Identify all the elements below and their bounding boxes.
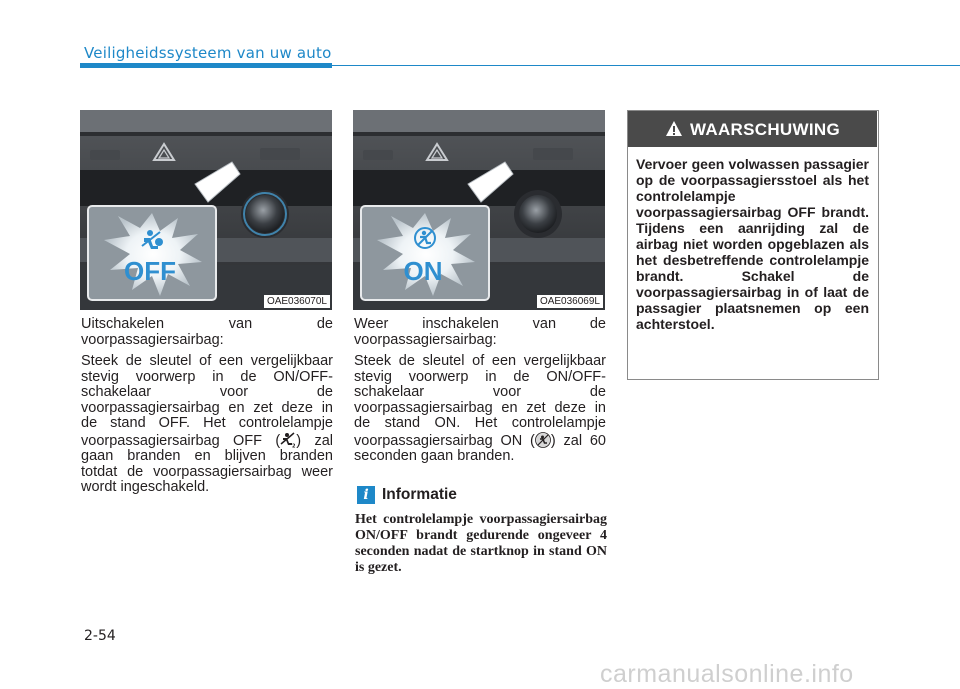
left-heading: Uitschakelen van de voorpassagiersairbag:	[81, 316, 333, 348]
info-text: Het controlelampje voorpassagiersairbag ON/OFF brandt gedurende ongeveer 4 seconden nadat de startknop in stand ON is gezet.	[355, 512, 607, 575]
indicator-off-label: OFF	[124, 256, 176, 286]
airbag-on-icon	[535, 432, 551, 448]
middle-heading: Weer inschakelen van de voorpassagiersairbag:	[354, 316, 606, 348]
info-icon: i	[357, 486, 375, 504]
svg-text:2: 2	[292, 443, 296, 448]
middle-column-text	[354, 317, 606, 471]
airbag-off-icon	[280, 432, 296, 448]
warning-title: WAARSCHUWING	[690, 120, 840, 139]
section-title: Veiligheidssysteem van uw auto	[84, 44, 332, 62]
photo-airbag-on	[353, 110, 605, 310]
info-heading	[355, 484, 607, 506]
warning-box	[627, 110, 879, 380]
warning-triangle-icon	[665, 120, 683, 137]
middle-body: Steek de sleutel of een vergelijkbaar stevig voorwerp in de ON/OFF-schakelaar voor de voorpassagiersairbag en zet deze in de stand ON. Het controlelampje voorpassagiersairbag ON ( ) zal 60 seconden gaan branden.	[354, 353, 606, 464]
indicator-on-label: ON	[403, 256, 443, 286]
header-rule-thick	[80, 63, 332, 68]
page-number: 2-54	[84, 628, 116, 644]
image-code: OAE036069L	[537, 295, 603, 308]
photo-airbag-off	[80, 110, 332, 310]
warning-text: Vervoer geen volwassen passagier op de voorpassagiersstoel als het controlelampje voorpassagiersairbag OFF brandt. Tijdens een aanrijding zal de airbag niet worden opgeblazen als het desbetreffende controlelampje brandt. Schakel de voorpassagiersairbag in of laat de passagier plaatsnemen op een achterstoel.	[636, 156, 869, 332]
image-code: OAE036070L	[264, 295, 330, 308]
left-column-text	[81, 317, 333, 502]
left-body: Steek de sleutel of een vergelijkbaar stevig voorwerp in de ON/OFF-schakelaar voor de voorpassagiersairbag en zet deze in de stand OFF. Het controlelampje voorpassagiersairbag OFF ( 2 ) zal gaan branden en blijven branden totdat de voorpassagiersairbag weer wordt ingeschakeld.	[81, 353, 333, 495]
watermark: carmanualsonline.info	[600, 660, 854, 688]
header-rule-thin	[332, 65, 960, 66]
info-label: Informatie	[382, 486, 457, 503]
warning-header	[628, 111, 877, 147]
